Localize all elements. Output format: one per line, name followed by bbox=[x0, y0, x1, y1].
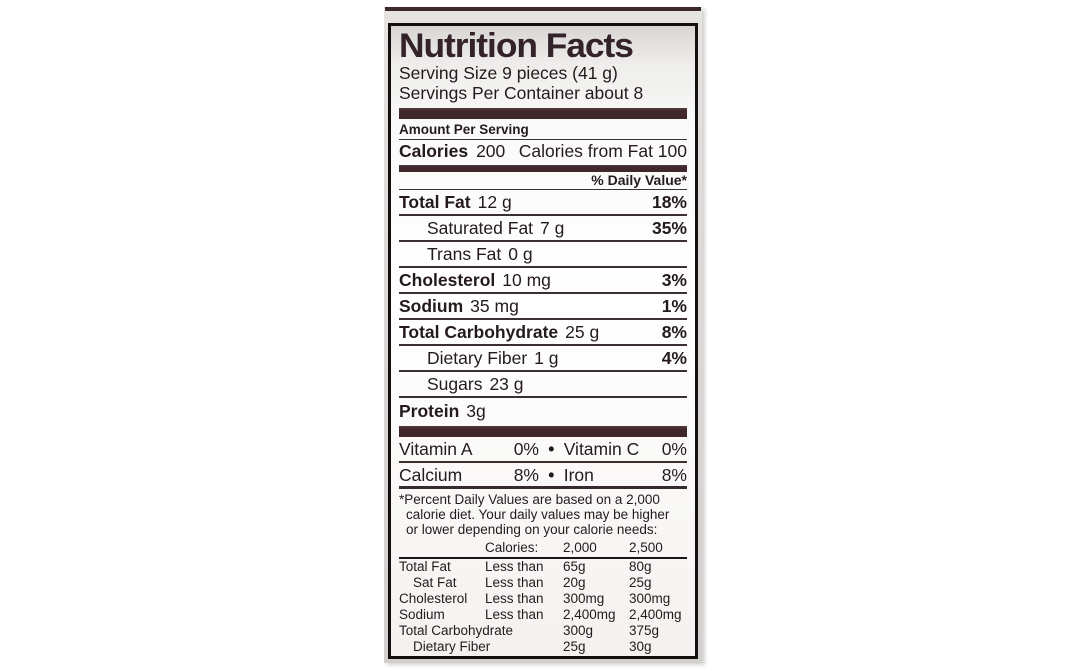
nutrient-row-sodium: Sodium 35 mg 1% bbox=[399, 294, 687, 320]
footnote-line: or lower depending on your calorie needs: bbox=[406, 522, 658, 537]
footnote-line: *Percent Daily Values are based on a 2,000 bbox=[399, 492, 660, 507]
vitamin-a-label: Vitamin A bbox=[399, 439, 473, 459]
mineral-row-calcium-iron bbox=[399, 463, 687, 489]
serving-size: Serving Size 9 pieces (41 g) bbox=[399, 63, 618, 83]
vitamin-c-value: 0% bbox=[661, 439, 687, 459]
nutrition-facts-label bbox=[388, 23, 698, 659]
separator-bar-thick-2 bbox=[399, 426, 687, 437]
calories-row bbox=[399, 140, 687, 163]
dv-header-2000: 2,000 bbox=[563, 540, 597, 555]
daily-value-heading: % Daily Value* bbox=[399, 172, 687, 190]
separator-bar-thick bbox=[399, 108, 687, 119]
nutrient-row-protein: Protein 3g bbox=[399, 400, 486, 421]
vitamin-row-a-c bbox=[399, 437, 687, 463]
footnote-line: calorie diet. Your daily values may be higher bbox=[406, 507, 670, 522]
calcium-label: Calcium bbox=[399, 465, 463, 485]
bullet-separator: • bbox=[548, 465, 555, 485]
separator-bar-mid bbox=[399, 165, 687, 172]
calcium-value: 8% bbox=[513, 465, 539, 485]
dv-header-2500: 2,500 bbox=[629, 540, 663, 555]
daily-value-footnote bbox=[399, 489, 687, 537]
iron-value: 8% bbox=[661, 465, 687, 485]
nutrient-row-total-carbohydrate: Total Carbohydrate 25 g 8% bbox=[399, 320, 687, 346]
dv-table-row-total-carbohydrate: Total Carbohydrate 300g 375g bbox=[399, 623, 660, 638]
dv-table-row-dietary-fiber: Dietary Fiber 25g 30g bbox=[413, 639, 652, 654]
nutrient-row-trans-fat: Trans Fat 0 g bbox=[399, 242, 687, 268]
dv-table-row-sat-fat: Sat Fat Less than 20g 25g bbox=[413, 575, 652, 590]
bullet-separator: • bbox=[548, 439, 555, 459]
dv-table-row-sodium: Sodium Less than 2,400mg 2,400mg bbox=[399, 607, 682, 622]
package-top-seam bbox=[385, 7, 701, 11]
amount-per-serving-heading: Amount Per Serving bbox=[399, 122, 687, 140]
calories-left bbox=[399, 140, 505, 163]
nutrient-row-cholesterol: Cholesterol 10 mg 3% bbox=[399, 268, 687, 294]
calories-from-fat: Calories from Fat 100 bbox=[518, 141, 687, 161]
nutrient-row-total-fat: Total Fat 12 g 18% bbox=[399, 190, 687, 216]
dv-table-header bbox=[399, 539, 687, 559]
nutrient-row-saturated-fat: Saturated Fat 7 g 35% bbox=[399, 216, 687, 242]
calories-label: Calories bbox=[399, 141, 469, 161]
servings-per-container: Servings Per Container about 8 bbox=[399, 83, 644, 103]
vitamin-a-value: 0% bbox=[513, 439, 539, 459]
vitamin-c-label: Vitamin C bbox=[563, 439, 640, 459]
label-title: Nutrition Facts bbox=[399, 27, 633, 65]
nutrient-row-dietary-fiber: Dietary Fiber 1 g 4% bbox=[399, 346, 687, 372]
nutrient-row-sugars: Sugars 23 g bbox=[399, 372, 687, 398]
dv-table-row-total-fat: Total Fat Less than 65g 80g bbox=[399, 559, 652, 574]
dv-header-calories: Calories: bbox=[485, 540, 539, 555]
package-edge bbox=[384, 7, 702, 663]
iron-label: Iron bbox=[563, 465, 594, 485]
dv-table-row-cholesterol: Cholesterol Less than 300mg 300mg bbox=[399, 591, 671, 606]
calories-value: 200 bbox=[476, 141, 506, 161]
